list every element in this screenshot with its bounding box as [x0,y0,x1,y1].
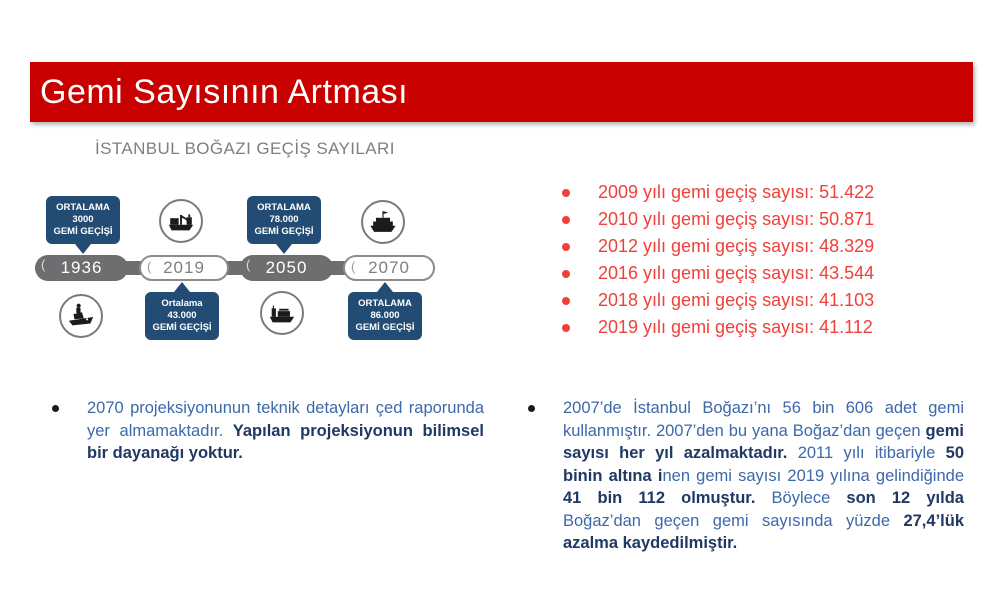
callout-line: GEMİ GEÇİŞİ [53,226,113,237]
callout-line: ORTALAMA [257,202,311,213]
callout-line: GEMİ GEÇİŞİ [254,226,314,237]
cargo-ship-icon [260,291,304,335]
list-item [562,179,982,206]
note-left [52,397,484,465]
timeline-year-2050 [240,255,333,281]
bullet-icon [562,189,570,197]
page-title: Gemi Sayısının Artması [40,72,409,111]
infographic-title: İSTANBUL BOĞAZI GEÇİŞ SAYILARI [95,139,395,158]
year-label: 2019 [163,258,205,277]
bullet-icon [52,405,59,412]
title-bar [30,62,973,122]
note-left-text: 2070 projeksiyonunun teknik detayları çed raporunda yer almamaktadır. Yapılan projeksiyonun bilimsel bir dayanağı yoktur. [87,399,484,462]
callout-line: 3000 [72,214,94,225]
year-label: 2050 [265,258,308,277]
timeline-year-2070 [343,255,435,281]
container-crane-ship-icon [159,199,203,243]
bullet-icon [562,324,570,332]
callout-line: Ortalama [161,298,203,309]
callout-2019 [145,292,219,340]
yearly-count-text: 2018 yılı gemi geçiş sayısı: 41.103 [598,290,875,310]
list-item [562,287,982,314]
bullet-icon [528,405,535,412]
bracket-icon: ( [41,257,47,272]
bracket-icon: ( [246,257,252,272]
note-right [528,397,964,555]
callout-line: 86.000 [370,310,400,321]
callout-line: ORTALAMA [56,202,110,213]
note-right-text: 2007’de İstanbul Boğazı’nı 56 bin 606 adet gemi kullanmıştır. 2007’den bu yana Boğaz’dan geçen gemi sayısı her yıl azalmaktadır. 2011 yılı itibariyle 50 binin altına inen gemi sayısı 2019 yılına gelindiğinde 41 bin 112 olmuştur. Böylece son 12 yılda Boğaz’dan geçen gemi sayısında yüzde 27,4’lük azalma kaydedilmiştir. [563,399,964,552]
bullet-icon [562,297,570,305]
yearly-count-text: 2009 yılı gemi geçiş sayısı: 51.422 [598,182,875,202]
year-label: 1936 [60,258,103,277]
yearly-count-text: 2019 yılı gemi geçiş sayısı: 41.112 [598,317,873,337]
bullet-icon [562,270,570,278]
list-item [562,314,982,341]
callout-2050 [247,196,321,244]
yearly-count-text: 2016 yılı gemi geçiş sayısı: 43.544 [598,263,875,283]
bracket-icon: ( [147,259,153,274]
timeline-year-1936 [35,255,128,281]
yearly-count-text: 2012 yılı gemi geçiş sayısı: 48.329 [598,236,875,256]
cruise-ship-icon [361,200,405,244]
year-label: 2070 [368,258,410,277]
yearly-count-text: 2010 yılı gemi geçiş sayısı: 50.871 [598,209,875,229]
yearly-counts-list [562,179,982,341]
callout-1936 [46,196,120,244]
list-item [562,233,982,260]
bracket-icon: ( [351,259,357,274]
callout-line: ORTALAMA [358,298,412,309]
callout-line: GEMİ GEÇİŞİ [152,322,212,333]
timeline-year-2019 [139,255,229,281]
bullet-icon [562,243,570,251]
bullet-icon [562,216,570,224]
callout-line: 78.000 [269,214,299,225]
callout-2070 [348,292,422,340]
list-item [562,206,982,233]
list-item [562,260,982,287]
callout-line: GEMİ GEÇİŞİ [355,322,415,333]
motor-yacht-icon [59,294,103,338]
callout-line: 43.000 [167,310,197,321]
